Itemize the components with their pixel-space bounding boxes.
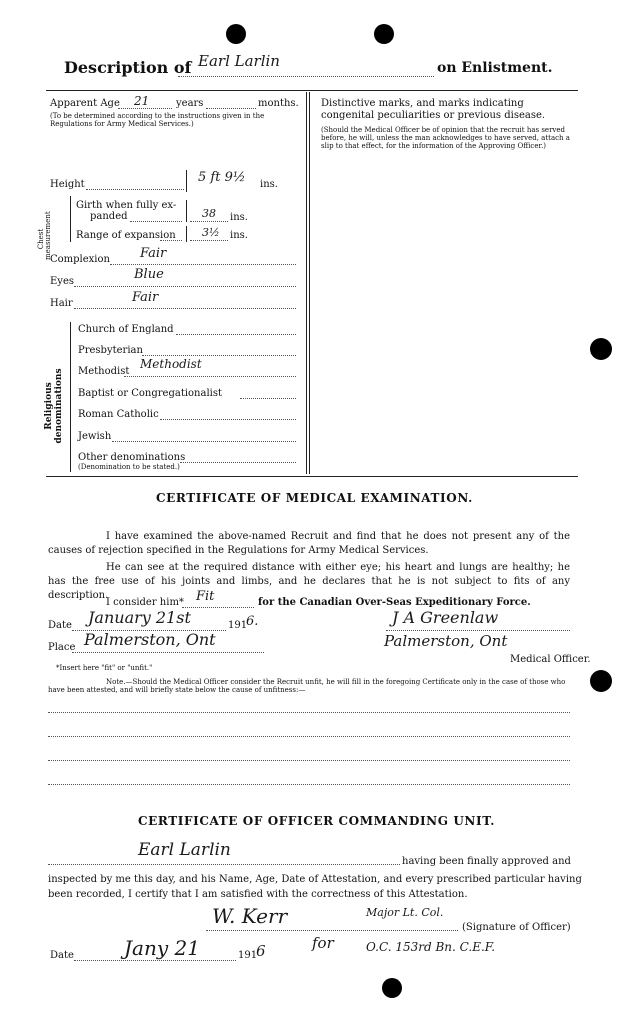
religion-line-5 <box>112 441 296 442</box>
unfit-line-2 <box>48 736 570 737</box>
name-line <box>178 76 434 77</box>
complexion-value: Fair <box>140 246 167 261</box>
place-line <box>72 652 264 653</box>
medical-para-2: He can see at the required distance with either eye; his heart and lungs are healthy; he has the free use of his joints and limbs, and he declares that he is not subject to fits of any description. <box>48 562 570 601</box>
unfit-line-1 <box>48 712 570 713</box>
range-value-line <box>190 240 228 241</box>
height-bracket <box>186 170 187 192</box>
hair-value: Fair <box>132 290 159 305</box>
marks-note: (Should the Medical Officer be of opinion that the recruit has served before, he will, unless the man acknowledges to have served, attach a slip to that effect, for the information of the Approving Officer.) <box>321 126 570 150</box>
form-divider-2 <box>309 92 310 474</box>
page-title <box>64 58 191 77</box>
punch-hole-right-upper <box>590 338 612 360</box>
age-years-line <box>118 108 172 109</box>
marks-title: Distinctive marks, and marks indicating congenital peculiarities or previous disease. <box>321 98 546 121</box>
title-suffix: on Enlistment. <box>437 60 553 76</box>
religion-church-of-england: Church of England <box>78 324 174 335</box>
officer-unit: O.C. 153rd Bn. C.E.F. <box>366 940 496 954</box>
recruit-name: Earl Larlin <box>198 52 280 70</box>
height-label: Height <box>50 179 85 190</box>
religion-other-note: (Denomination to be stated.) <box>78 463 180 471</box>
consider-suffix: for the Canadian Over-Seas Expeditionary Force. <box>258 597 531 608</box>
officer-date-year-suffix: 6 <box>256 942 266 960</box>
officer-heading: CERTIFICATE OF OFFICER COMMANDING UNIT. <box>138 814 495 828</box>
religion-presbyterian: Presbyterian <box>78 345 143 356</box>
hair-line <box>74 308 296 309</box>
officer-signature-label: (Signature of Officer) <box>462 922 571 933</box>
religion-methodist: Methodist <box>78 366 130 377</box>
officer-text-2: inspected by me this day, and his Name, Age, Date of Attestation, and every prescribed particular having <box>48 874 582 885</box>
complexion-label: Complexion <box>50 254 110 265</box>
unfit-note: Note.—Should the Medical Officer consider the Recruit unfit, he will fill in the foregoing Certificate only in the case of those who have been attested, and will briefly state below the cause of unfitness:— <box>48 678 566 694</box>
chest-side-label: Chest measurement <box>37 211 52 260</box>
girth-label-2: panded <box>90 211 128 222</box>
consider-value: Fit <box>196 589 215 604</box>
officer-date-year-prefix: 191 <box>238 950 258 961</box>
religion-other: Other denominations <box>78 452 186 463</box>
religion-line-1 <box>142 355 296 356</box>
religion-side-label: Religious denominations <box>44 368 64 444</box>
religion-line-4 <box>160 419 296 420</box>
age-years-label: years <box>176 98 204 109</box>
age-months-label: months. <box>258 98 299 109</box>
eyes-line <box>74 286 296 287</box>
girth-bracket <box>186 200 187 222</box>
range-label: Range of expansion <box>76 230 176 241</box>
unfit-line-4 <box>48 784 570 785</box>
punch-hole-top-right <box>374 24 394 44</box>
chest-bracket <box>70 196 71 242</box>
consider-label: I consider him* <box>106 597 184 608</box>
officer-rank: Major Lt. Col. <box>366 906 444 919</box>
eyes-value: Blue <box>134 267 164 282</box>
complexion-line <box>110 264 296 265</box>
title-prefix: Description of <box>64 58 192 77</box>
place-value: Palmerston, Ont <box>84 630 216 649</box>
medical-date-year-prefix: 191 <box>228 620 248 631</box>
age-years-value: 21 <box>134 94 150 108</box>
girth-value: 38 <box>202 207 216 220</box>
girth-value-line <box>190 221 228 222</box>
medical-para-1: I have examined the above-named Recruit and find that he does not present any of the causes of rejection specified in the Regulations for Army Medical Services. <box>48 531 570 556</box>
officer-recruit-name: Earl Larlin <box>138 840 231 860</box>
medical-officer-signature: J A Greenlaw <box>392 608 499 627</box>
age-label: Apparent Age <box>50 98 120 109</box>
officer-name-line <box>48 864 400 865</box>
girth-line <box>130 221 182 222</box>
range-unit: ins. <box>230 230 248 241</box>
age-note: (To be determined according to the instructions given in the Regulations for Army Medical Services.) <box>50 112 265 128</box>
religion-line-0 <box>176 334 296 335</box>
religion-bracket <box>70 322 71 472</box>
punch-hole-right-lower <box>590 670 612 692</box>
punch-hole-bottom <box>382 978 402 998</box>
religion-line-6 <box>180 462 296 463</box>
age-months-line <box>206 108 256 109</box>
date-label: Date <box>48 620 72 631</box>
religion-line-3 <box>240 398 296 399</box>
officer-for: for <box>312 934 334 952</box>
punch-hole-top <box>226 24 246 44</box>
consider-line <box>182 607 254 608</box>
officer-text-1: having been finally approved and <box>402 856 571 867</box>
insert-note: *Insert here "fit" or "unfit." <box>56 664 153 672</box>
form-top-border <box>46 90 578 91</box>
religion-jewish: Jewish <box>78 431 112 442</box>
range-line <box>160 240 182 241</box>
form-bottom-border <box>46 476 578 477</box>
height-value: 5 ft 9½ <box>198 170 246 185</box>
officer-date-label: Date <box>50 950 74 961</box>
medical-heading: CERTIFICATE OF MEDICAL EXAMINATION. <box>156 491 473 505</box>
height-line <box>86 189 184 190</box>
officer-signature: W. Kerr <box>212 904 288 928</box>
religion-roman-catholic: Roman Catholic <box>78 409 159 420</box>
officer-date-value: Jany 21 <box>124 936 200 960</box>
religion-methodist-value: Methodist <box>140 357 202 371</box>
eyes-label: Eyes <box>50 276 74 287</box>
officer-text-3: been recorded, I certify that I am satisfied with the correctness of this Attestation. <box>48 889 468 900</box>
place-value-2: Palmerston, Ont <box>384 632 508 650</box>
signature-line <box>386 630 570 631</box>
form-divider <box>306 92 307 474</box>
religion-baptist: Baptist or Congregationalist <box>78 388 222 399</box>
girth-label-1: Girth when fully ex- <box>76 200 177 211</box>
place-label: Place <box>48 642 76 653</box>
medical-date-value: January 21st <box>88 608 191 627</box>
officer-date-line <box>74 960 236 961</box>
range-bracket <box>186 226 187 242</box>
range-value: 3½ <box>202 226 220 239</box>
hair-label: Hair <box>50 298 73 309</box>
officer-signature-line <box>206 930 458 931</box>
height-unit: ins. <box>260 179 278 190</box>
religion-line-2 <box>124 376 296 377</box>
medical-officer-label: Medical Officer. <box>510 654 591 665</box>
girth-unit: ins. <box>230 212 248 223</box>
medical-date-year-suffix: 6. <box>246 614 259 629</box>
unfit-line-3 <box>48 760 570 761</box>
